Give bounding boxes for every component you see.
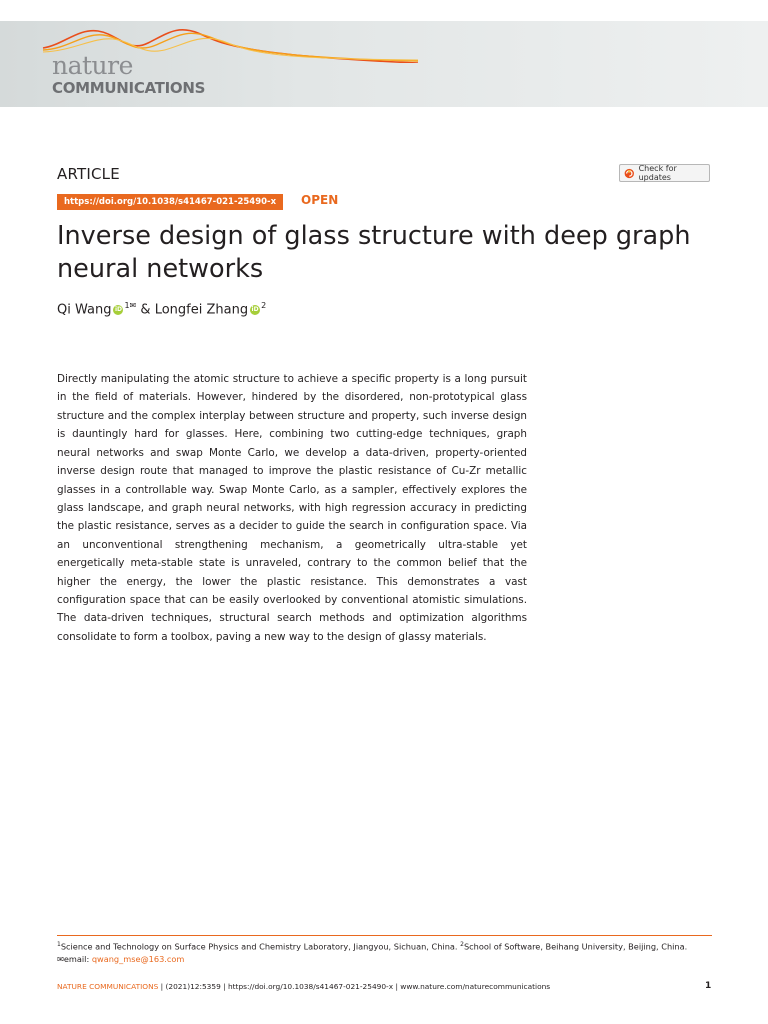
check-updates-button[interactable]: [619, 164, 710, 182]
footer-journal[interactable]: NATURE COMMUNICATIONS: [57, 982, 159, 991]
page-footer: [57, 982, 550, 991]
footnote-divider: [57, 935, 712, 936]
author-name[interactable]: Longfei Zhang: [154, 302, 249, 318]
affiliation-mark: 1: [57, 941, 61, 948]
article-type: ARTICLE: [57, 165, 120, 183]
logo-communications: COMMUNICATIONS: [52, 79, 206, 97]
refresh-icon: [624, 168, 635, 179]
affiliations: [57, 939, 717, 966]
doi-text: https://doi.org/10.1038/s41467-021-25490-x: [64, 197, 277, 207]
affiliation-1: Science and Technology on Surface Physics and Chemistry Laboratory, Jiangyou, Sichuan, China.: [60, 941, 458, 952]
journal-banner: [0, 21, 768, 107]
email-link[interactable]: qwang_mse@163.com: [91, 954, 185, 965]
affiliation-mark: 1✉: [124, 301, 137, 310]
footer-citation: | (2021)12:5359 | https://doi.org/10.1038/s41467-021-25490-x | www.nature.com/naturecommunications: [160, 982, 551, 991]
orcid-icon[interactable]: iD: [114, 305, 122, 313]
affiliation-mark: 2: [460, 941, 464, 948]
doi-link[interactable]: [57, 194, 283, 210]
open-access-label: OPEN: [301, 193, 339, 207]
check-updates-label: Check for updates: [638, 164, 677, 182]
article-title: Inverse design of glass structure with deep graph neural networks: [57, 221, 691, 284]
email-label: email:: [63, 954, 90, 965]
author-name[interactable]: Qi Wang: [57, 302, 112, 318]
author-list: [57, 301, 266, 317]
abstract: Directly manipulating the atomic structure to achieve a specific property is a long pursuit in the field of materials. However, hindered by the disordered, non-prototypical glass structure and the complex interplay between structure and property, such inverse design is dauntingly hard for glasses. Here, combining two cutting-edge techniques, graph neural networks and swap Monte Carlo, we develop a data-driven, property-oriented inverse design route that managed to improve the plastic resistance of Cu-Zr metallic glasses in a controllable way. Swap Monte Carlo, as a sampler, effectively explores the glass landscape, and graph neural networks, with high regression accuracy in predicting the plastic resistance, serves as a decider to guide the search in configuration space. Via an unconventional strengthening mechanism, a geometrically ultra-stable yet energetically meta-stable state is unraveled, contrary to the common belief that the higher the energy, the lower the plastic resistance. This demonstrates a vast configuration space that can be easily overlooked by conventional atomistic simulations. The data-driven techniques, structural search methods and optimization algorithms consolidate to form a toolbox, paving a new way to the design of glassy materials.: [57, 373, 527, 643]
affiliation-2: School of Software, Beihang University, Beijing, China.: [463, 941, 688, 952]
orcid-icon[interactable]: iD: [251, 305, 259, 313]
logo-nature: nature: [52, 51, 133, 80]
affiliation-mark: 2: [261, 301, 267, 310]
author-separator: &: [140, 302, 151, 318]
page-number: 1: [705, 981, 712, 991]
email-icon: ✉: [57, 954, 64, 965]
